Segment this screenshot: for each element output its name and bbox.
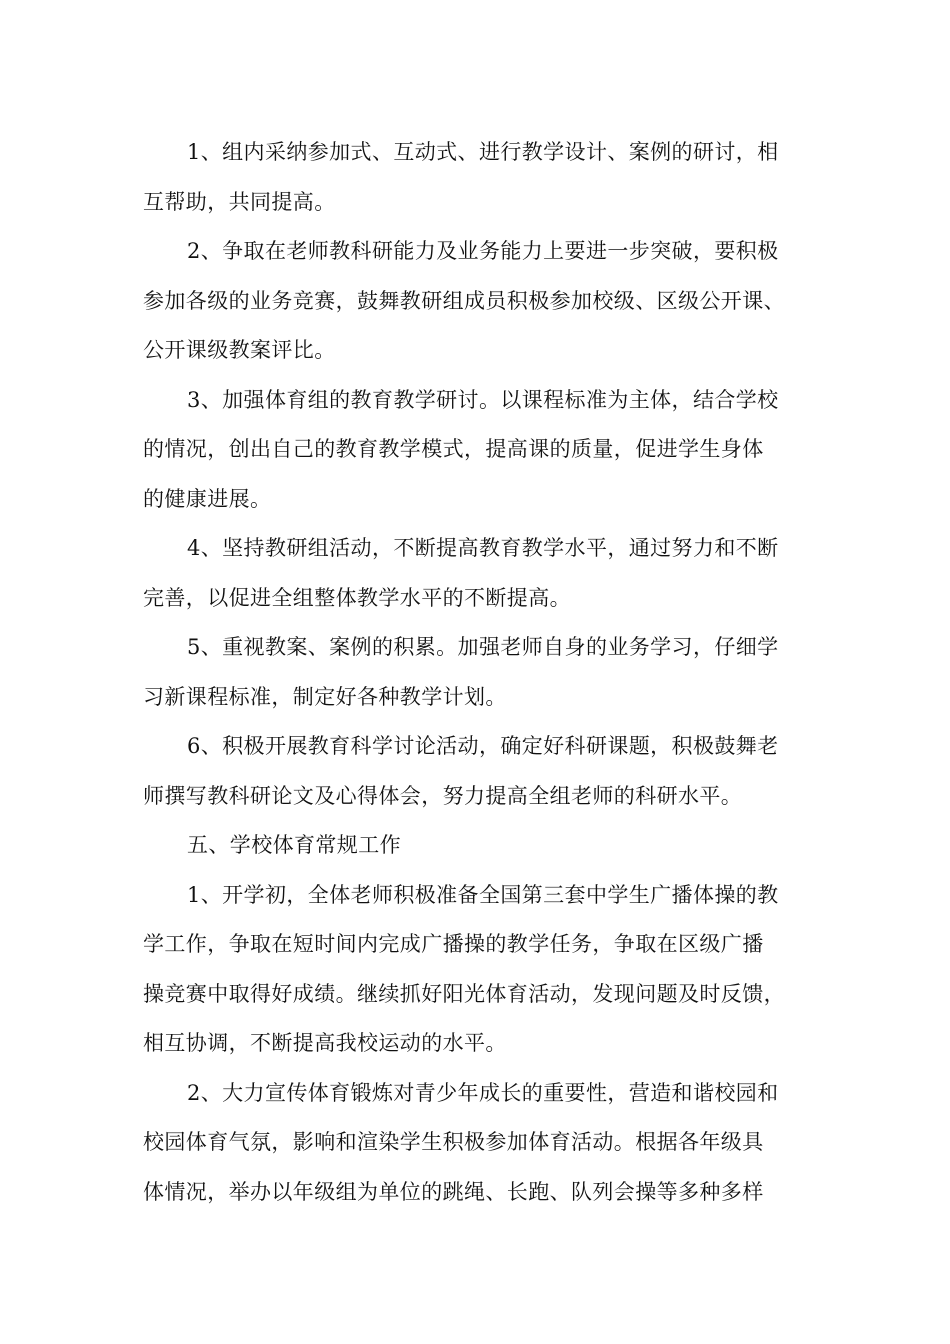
paragraph-line: 6、积极开展教育科学讨论活动，确定好科研课题，积极鼓舞老: [187, 734, 779, 758]
paragraph-line: 的情况，创出自己的教育教学模式，提高课的质量，促进学生身体: [143, 437, 764, 461]
document-body: [143, 128, 823, 1217]
paragraph-line: 参加各级的业务竞赛，鼓舞教研组成员积极参加校级、区级公开课、: [143, 288, 785, 313]
paragraph-line: 3、加强体育组的教育教学研讨。以课程标准为主体，结合学校: [187, 387, 779, 412]
paragraph-line: 校园体育气氛，影响和渲染学生积极参加体育活动。根据各年级具: [143, 1130, 764, 1154]
paragraph-8: [143, 1069, 823, 1218]
paragraph-line: 1、组内采纳参加式、互动式、进行教学设计、案例的研讨，相: [187, 140, 779, 164]
paragraph-7: [143, 871, 823, 1069]
paragraph-line: 完善，以促进全组整体教学水平的不断提高。: [143, 585, 571, 610]
paragraph-2: [143, 227, 823, 376]
paragraph-6: [143, 722, 823, 821]
paragraph-line: 互帮助，共同提高。: [143, 189, 336, 214]
paragraph-line: 师撰写教科研论文及心得体会，努力提高全组老师的科研水平。: [143, 783, 743, 808]
section-heading: [143, 821, 823, 871]
paragraph-line: 的健康进展。: [143, 486, 272, 511]
paragraph-line: 习新课程标准，制定好各种教学计划。: [143, 684, 507, 709]
paragraph-line: 相互协调，不断提高我校运动的水平。: [143, 1031, 507, 1055]
paragraph-line: 公开课级教案评比。: [143, 338, 336, 362]
paragraph-line: 2、大力宣传体育锻炼对青少年成长的重要性，营造和谐校园和: [187, 1080, 779, 1105]
paragraph-line: 体情况，举办以年级组为单位的跳绳、长跑、队列会操等多种多样: [143, 1179, 764, 1204]
paragraph-line: 1、开学初，全体老师积极准备全国第三套中学生广播体操的教: [187, 882, 779, 907]
paragraph-3: [143, 376, 823, 525]
section-heading-text: 五、学校体育常规工作: [187, 833, 401, 857]
paragraph-1: [143, 128, 823, 227]
paragraph-5: [143, 623, 823, 722]
paragraph-line: 2、争取在老师教科研能力及业务能力上要进一步突破，要积极: [187, 239, 779, 263]
paragraph-line: 学工作，争取在短时间内完成广播操的教学任务，争取在区级广播: [143, 932, 764, 956]
paragraph-line: 4、坚持教研组活动，不断提高教育教学水平，通过努力和不断: [187, 536, 779, 560]
paragraph-line: 5、重视教案、案例的积累。加强老师自身的业务学习，仔细学: [187, 635, 779, 659]
paragraph-line: 操竞赛中取得好成绩。继续抓好阳光体育活动，发现问题及时反馈，: [143, 981, 785, 1006]
paragraph-4: [143, 524, 823, 623]
